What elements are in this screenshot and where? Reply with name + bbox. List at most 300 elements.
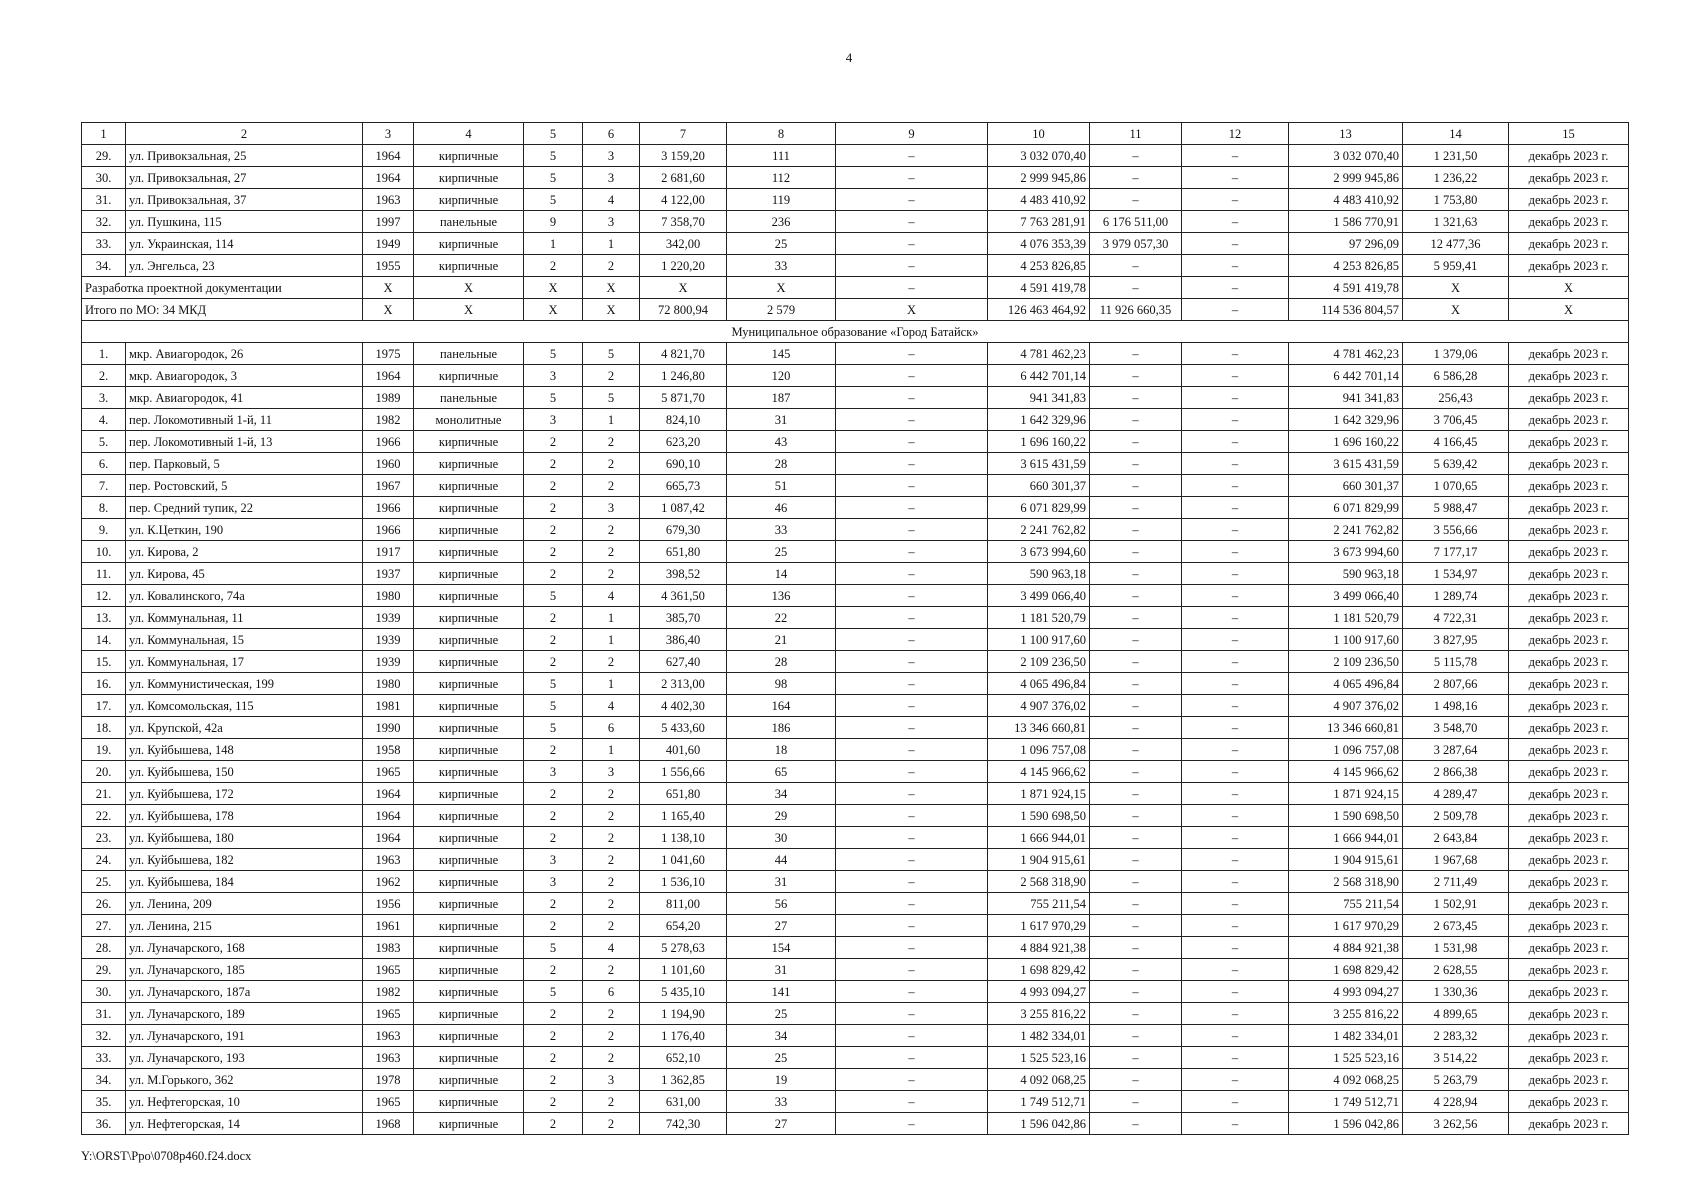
table-cell: 4 228,94 — [1403, 1091, 1509, 1113]
table-cell: – — [1090, 519, 1182, 541]
table-cell: 2 241 762,82 — [1289, 519, 1403, 541]
table-cell: декабрь 2023 г. — [1509, 585, 1629, 607]
table-cell: декабрь 2023 г. — [1509, 673, 1629, 695]
table-cell: 3 — [524, 365, 583, 387]
table-cell: 4. — [82, 409, 126, 431]
table-cell: 4 361,50 — [640, 585, 727, 607]
table-cell: – — [1182, 497, 1289, 519]
table-cell: 12. — [82, 585, 126, 607]
table-cell: 5 959,41 — [1403, 255, 1509, 277]
table-cell: ул. Ленина, 209 — [126, 893, 363, 915]
table-cell: – — [1090, 387, 1182, 409]
table-cell: 1 498,16 — [1403, 695, 1509, 717]
table-row — [82, 739, 1629, 761]
table-cell: 1 231,50 — [1403, 145, 1509, 167]
table-cell: 2 — [583, 1003, 640, 1025]
table-cell: 13 346 660,81 — [988, 717, 1090, 739]
table-cell: – — [836, 1003, 988, 1025]
table-cell: 1937 — [363, 563, 414, 585]
table-cell: 5 278,63 — [640, 937, 727, 959]
table-cell: 1 — [583, 233, 640, 255]
table-row — [82, 211, 1629, 233]
table-cell: – — [1182, 1113, 1289, 1135]
table-cell: – — [1090, 167, 1182, 189]
header-cell: 1 — [82, 123, 126, 145]
table-cell: – — [1090, 365, 1182, 387]
table-cell: 1 101,60 — [640, 959, 727, 981]
table-cell: кирпичные — [414, 431, 524, 453]
table-cell: ул. Луначарского, 187а — [126, 981, 363, 1003]
table-cell: 1981 — [363, 695, 414, 717]
table-cell: 2 — [583, 255, 640, 277]
table-cell: 1 220,20 — [640, 255, 727, 277]
table-cell: 164 — [727, 695, 836, 717]
table-cell: 12 477,36 — [1403, 233, 1509, 255]
table-cell: монолитные — [414, 409, 524, 431]
table-cell: – — [836, 651, 988, 673]
table-cell: – — [1182, 387, 1289, 409]
table-cell: 51 — [727, 475, 836, 497]
table-cell: 2 — [583, 519, 640, 541]
table-cell: X — [414, 299, 524, 321]
table-cell: декабрь 2023 г. — [1509, 1003, 1629, 1025]
table-cell: кирпичные — [414, 849, 524, 871]
table-cell: 5 263,79 — [1403, 1069, 1509, 1091]
table-cell: 1 096 757,08 — [1289, 739, 1403, 761]
header-cell: 9 — [836, 123, 988, 145]
table-cell: 652,10 — [640, 1047, 727, 1069]
table-cell: 4 — [583, 937, 640, 959]
table-row — [82, 167, 1629, 189]
table-cell: 3 499 066,40 — [1289, 585, 1403, 607]
table-cell: 1 — [583, 607, 640, 629]
table-cell: 1 194,90 — [640, 1003, 727, 1025]
table-cell: 1 — [583, 673, 640, 695]
table-cell: 1 666 944,01 — [988, 827, 1090, 849]
table-cell: 3 — [583, 211, 640, 233]
table-cell: ул. М.Горького, 362 — [126, 1069, 363, 1091]
table-cell: 811,00 — [640, 893, 727, 915]
table-cell: – — [836, 453, 988, 475]
table-cell: 56 — [727, 893, 836, 915]
table-row — [82, 695, 1629, 717]
table-cell: кирпичные — [414, 145, 524, 167]
table-cell: 33. — [82, 1047, 126, 1069]
table-cell: – — [836, 981, 988, 1003]
table-cell: 33 — [727, 1091, 836, 1113]
table-cell: декабрь 2023 г. — [1509, 827, 1629, 849]
table-cell: 1 362,85 — [640, 1069, 727, 1091]
table-cell: 112 — [727, 167, 836, 189]
table-cell: – — [1090, 277, 1182, 299]
table-cell: 1 176,40 — [640, 1025, 727, 1047]
table-cell: 30 — [727, 827, 836, 849]
table-cell: 2 999 945,86 — [988, 167, 1090, 189]
table-cell: 742,30 — [640, 1113, 727, 1135]
table-cell: 1 642 329,96 — [988, 409, 1090, 431]
table-cell: ул. Привокзальная, 25 — [126, 145, 363, 167]
table-cell: 7 358,70 — [640, 211, 727, 233]
table-cell: – — [836, 783, 988, 805]
table-cell: 141 — [727, 981, 836, 1003]
table-cell: 2 — [524, 1047, 583, 1069]
table-cell: 1967 — [363, 475, 414, 497]
table-cell: – — [836, 409, 988, 431]
table-cell: 1990 — [363, 717, 414, 739]
table-cell: 1 — [583, 629, 640, 651]
table-cell: 4 122,00 — [640, 189, 727, 211]
table-cell: – — [836, 1113, 988, 1135]
table-cell: 2 109 236,50 — [988, 651, 1090, 673]
table-cell: – — [836, 189, 988, 211]
table-cell: 25 — [727, 1003, 836, 1025]
table-cell: 1 482 334,01 — [988, 1025, 1090, 1047]
table-cell: – — [836, 805, 988, 827]
table-cell: кирпичные — [414, 739, 524, 761]
table-cell: 1 871 924,15 — [988, 783, 1090, 805]
table-cell: декабрь 2023 г. — [1509, 1047, 1629, 1069]
table-row — [82, 189, 1629, 211]
table-cell: 3 287,64 — [1403, 739, 1509, 761]
table-cell: – — [836, 827, 988, 849]
table-cell: 2 — [524, 629, 583, 651]
table-cell: ул. Куйбышева, 172 — [126, 783, 363, 805]
table-cell: 2 — [583, 365, 640, 387]
table-cell: 1963 — [363, 849, 414, 871]
table-cell: 1 904 915,61 — [988, 849, 1090, 871]
table-cell: 30. — [82, 981, 126, 1003]
table-cell: 3 706,45 — [1403, 409, 1509, 431]
table-cell: 22. — [82, 805, 126, 827]
table-cell: ул. Луначарского, 193 — [126, 1047, 363, 1069]
table-cell: 2 579 — [727, 299, 836, 321]
table-cell: мкр. Авиагородок, 41 — [126, 387, 363, 409]
table-cell: 2 — [524, 783, 583, 805]
table-cell: декабрь 2023 г. — [1509, 541, 1629, 563]
table-cell: ул. Коммунальная, 15 — [126, 629, 363, 651]
table-cell: – — [1182, 519, 1289, 541]
table-cell: декабрь 2023 г. — [1509, 893, 1629, 915]
table-cell: 1 525 523,16 — [1289, 1047, 1403, 1069]
table-cell: 1983 — [363, 937, 414, 959]
table-cell: – — [1090, 475, 1182, 497]
table-cell: 1 698 829,42 — [1289, 959, 1403, 981]
table-cell: 22 — [727, 607, 836, 629]
table-row — [82, 475, 1629, 497]
table-cell: – — [1182, 299, 1289, 321]
table-cell: 4 483 410,92 — [1289, 189, 1403, 211]
table-cell: 1 165,40 — [640, 805, 727, 827]
table-cell: – — [836, 431, 988, 453]
table-cell: 2 — [583, 783, 640, 805]
table-cell: – — [1090, 497, 1182, 519]
table-cell: – — [1182, 673, 1289, 695]
table-cell: 1 482 334,01 — [1289, 1025, 1403, 1047]
table-cell: 398,52 — [640, 563, 727, 585]
table-cell: 11 926 660,35 — [1090, 299, 1182, 321]
table-cell: 6 176 511,00 — [1090, 211, 1182, 233]
table-cell: – — [836, 233, 988, 255]
table-cell: ул. Привокзальная, 37 — [126, 189, 363, 211]
table-cell: 1 502,91 — [1403, 893, 1509, 915]
table-cell: 1982 — [363, 409, 414, 431]
table-cell: 3 615 431,59 — [1289, 453, 1403, 475]
table-cell: кирпичные — [414, 893, 524, 915]
table-cell: декабрь 2023 г. — [1509, 233, 1629, 255]
table-cell: – — [1090, 739, 1182, 761]
table-cell: панельные — [414, 387, 524, 409]
table-cell: 4 289,47 — [1403, 783, 1509, 805]
header-cell: 15 — [1509, 123, 1629, 145]
table-cell: 660 301,37 — [988, 475, 1090, 497]
table-row — [82, 365, 1629, 387]
table-cell: 690,10 — [640, 453, 727, 475]
table-row — [82, 453, 1629, 475]
table-cell: X — [524, 299, 583, 321]
table-cell: X — [1509, 277, 1629, 299]
table-cell: 4 722,31 — [1403, 607, 1509, 629]
table-cell: 1963 — [363, 1025, 414, 1047]
table-cell: 654,20 — [640, 915, 727, 937]
table-cell: декабрь 2023 г. — [1509, 607, 1629, 629]
table-cell: 2 — [583, 1047, 640, 1069]
table-cell: декабрь 2023 г. — [1509, 365, 1629, 387]
table-cell: 25 — [727, 541, 836, 563]
table-cell: – — [1182, 1003, 1289, 1025]
table-cell: 2 643,84 — [1403, 827, 1509, 849]
table-cell: – — [1090, 255, 1182, 277]
table-cell: 4 781 462,23 — [988, 343, 1090, 365]
table-cell: 2 681,60 — [640, 167, 727, 189]
table-cell: ул. Луначарского, 189 — [126, 1003, 363, 1025]
table-cell: ул. Ковалинского, 74а — [126, 585, 363, 607]
table-cell: 1964 — [363, 783, 414, 805]
table-cell: 4 483 410,92 — [988, 189, 1090, 211]
table-cell: ул. Куйбышева, 150 — [126, 761, 363, 783]
table-cell: 2 — [583, 453, 640, 475]
table-cell: 1 586 770,91 — [1289, 211, 1403, 233]
table-cell: X — [524, 277, 583, 299]
table-cell: декабрь 2023 г. — [1509, 959, 1629, 981]
table-cell: кирпичные — [414, 695, 524, 717]
table-cell: 31. — [82, 189, 126, 211]
table-row — [82, 761, 1629, 783]
table-cell: 3 827,95 — [1403, 629, 1509, 651]
table-cell: мкр. Авиагородок, 26 — [126, 343, 363, 365]
table-cell: декабрь 2023 г. — [1509, 981, 1629, 1003]
table-cell: 2 — [524, 475, 583, 497]
table-cell: 3 032 070,40 — [1289, 145, 1403, 167]
table-cell: декабрь 2023 г. — [1509, 211, 1629, 233]
table-cell: 65 — [727, 761, 836, 783]
summary-label: Разработка проектной документации — [82, 277, 363, 299]
table-cell: 3 615 431,59 — [988, 453, 1090, 475]
table-cell: – — [1182, 585, 1289, 607]
table-cell: – — [1182, 893, 1289, 915]
header-cell: 4 — [414, 123, 524, 145]
table-cell: – — [836, 871, 988, 893]
table-cell: 2 — [583, 827, 640, 849]
table-cell: 2 — [583, 871, 640, 893]
table-cell: декабрь 2023 г. — [1509, 343, 1629, 365]
table-cell: 1958 — [363, 739, 414, 761]
table-cell: 2 — [583, 1091, 640, 1113]
table-cell: – — [1182, 211, 1289, 233]
table-cell: 4 065 496,84 — [1289, 673, 1403, 695]
table-cell: – — [836, 145, 988, 167]
table-cell: 32. — [82, 1025, 126, 1047]
table-cell: 755 211,54 — [988, 893, 1090, 915]
table-cell: 34 — [727, 783, 836, 805]
table-cell: 46 — [727, 497, 836, 519]
table-cell: 31 — [727, 959, 836, 981]
table-cell: 8. — [82, 497, 126, 519]
table-cell: 6 442 701,14 — [988, 365, 1090, 387]
table-cell: – — [836, 563, 988, 585]
table-cell: 1964 — [363, 805, 414, 827]
table-cell: кирпичные — [414, 453, 524, 475]
table-cell: – — [1090, 783, 1182, 805]
table-cell: 34 — [727, 1025, 836, 1047]
table-cell: 19. — [82, 739, 126, 761]
table-cell: пер. Ростовский, 5 — [126, 475, 363, 497]
table-cell: – — [836, 739, 988, 761]
table-cell: 941 341,83 — [988, 387, 1090, 409]
table-cell: кирпичные — [414, 651, 524, 673]
table-cell: 33. — [82, 233, 126, 255]
table-cell: 114 536 804,57 — [1289, 299, 1403, 321]
table-row — [82, 629, 1629, 651]
table-cell: – — [836, 717, 988, 739]
table-cell: кирпичные — [414, 981, 524, 1003]
table-cell: кирпичные — [414, 1069, 524, 1091]
table-row — [82, 255, 1629, 277]
section-title: Муниципальное образование «Город Батайск» — [82, 321, 1629, 343]
table-cell: декабрь 2023 г. — [1509, 915, 1629, 937]
table-cell: ул. Куйбышева, 180 — [126, 827, 363, 849]
table-cell: 824,10 — [640, 409, 727, 431]
table-cell: 1965 — [363, 761, 414, 783]
table-row — [82, 915, 1629, 937]
table-cell: 941 341,83 — [1289, 387, 1403, 409]
table-cell: 3 032 070,40 — [988, 145, 1090, 167]
table-cell: 154 — [727, 937, 836, 959]
table-cell: 5 — [524, 145, 583, 167]
table-cell: – — [1090, 541, 1182, 563]
table-cell: ул. Луначарского, 185 — [126, 959, 363, 981]
table-cell: кирпичные — [414, 519, 524, 541]
table-cell: 385,70 — [640, 607, 727, 629]
table-cell: 1 — [524, 233, 583, 255]
table-cell: – — [1182, 695, 1289, 717]
table-cell: 1966 — [363, 431, 414, 453]
table-cell: 1982 — [363, 981, 414, 1003]
table-cell: 1 181 520,79 — [988, 607, 1090, 629]
table-cell: 623,20 — [640, 431, 727, 453]
table-cell: кирпичные — [414, 475, 524, 497]
table-cell: – — [1090, 959, 1182, 981]
table-cell: 1 590 698,50 — [1289, 805, 1403, 827]
table-cell: 29. — [82, 959, 126, 981]
table-cell: 665,73 — [640, 475, 727, 497]
table-cell: 1. — [82, 343, 126, 365]
table-cell: 5 871,70 — [640, 387, 727, 409]
table-cell: 25. — [82, 871, 126, 893]
table-cell: 1 531,98 — [1403, 937, 1509, 959]
table-cell: – — [1090, 651, 1182, 673]
table-row — [82, 387, 1629, 409]
table-cell: 4 092 068,25 — [988, 1069, 1090, 1091]
header-row — [82, 123, 1629, 145]
table-cell: 1964 — [363, 365, 414, 387]
table-cell: 4 993 094,27 — [1289, 981, 1403, 1003]
table-cell: – — [1182, 365, 1289, 387]
table-cell: 4 591 419,78 — [1289, 277, 1403, 299]
table-cell: 1 100 917,60 — [988, 629, 1090, 651]
housing-table — [81, 122, 1629, 1135]
table-cell: 4 065 496,84 — [988, 673, 1090, 695]
table-cell: – — [836, 1091, 988, 1113]
table-cell: 14 — [727, 563, 836, 585]
table-cell: 631,00 — [640, 1091, 727, 1113]
table-cell: кирпичные — [414, 629, 524, 651]
table-cell: X — [363, 277, 414, 299]
table-cell: 18 — [727, 739, 836, 761]
table-cell: – — [1182, 827, 1289, 849]
table-cell: 342,00 — [640, 233, 727, 255]
table-cell: 1917 — [363, 541, 414, 563]
table-cell: – — [836, 1069, 988, 1091]
table-cell: кирпичные — [414, 563, 524, 585]
table-cell: X — [727, 277, 836, 299]
table-cell: 126 463 464,92 — [988, 299, 1090, 321]
table-cell: 1 — [583, 739, 640, 761]
table-row — [82, 585, 1629, 607]
table-cell: кирпичные — [414, 497, 524, 519]
table-cell: 3 514,22 — [1403, 1047, 1509, 1069]
table-cell: 2 — [583, 1113, 640, 1135]
table-cell: декабрь 2023 г. — [1509, 717, 1629, 739]
table-cell: 21 — [727, 629, 836, 651]
table-cell: X — [640, 277, 727, 299]
table-cell: 660 301,37 — [1289, 475, 1403, 497]
table-cell: кирпичные — [414, 717, 524, 739]
table-cell: – — [1182, 849, 1289, 871]
table-cell: 32. — [82, 211, 126, 233]
table-cell: 136 — [727, 585, 836, 607]
table-cell: 4 884 921,38 — [1289, 937, 1403, 959]
table-cell: – — [1090, 827, 1182, 849]
table-cell: X — [583, 277, 640, 299]
table-cell: декабрь 2023 г. — [1509, 387, 1629, 409]
table-cell: 4 253 826,85 — [1289, 255, 1403, 277]
table-row — [82, 1091, 1629, 1113]
table-cell: ул. Куйбышева, 184 — [126, 871, 363, 893]
table-cell: 5 — [524, 717, 583, 739]
table-cell: 1 536,10 — [640, 871, 727, 893]
table-cell: 18. — [82, 717, 126, 739]
table-cell: декабрь 2023 г. — [1509, 739, 1629, 761]
table-row — [82, 849, 1629, 871]
table-cell: 20. — [82, 761, 126, 783]
table-cell: – — [1090, 717, 1182, 739]
table-cell: – — [1090, 915, 1182, 937]
table-cell: 2 — [524, 893, 583, 915]
table-cell: 111 — [727, 145, 836, 167]
table-cell: 1966 — [363, 519, 414, 541]
table-cell: 1 525 523,16 — [988, 1047, 1090, 1069]
table-row — [82, 783, 1629, 805]
